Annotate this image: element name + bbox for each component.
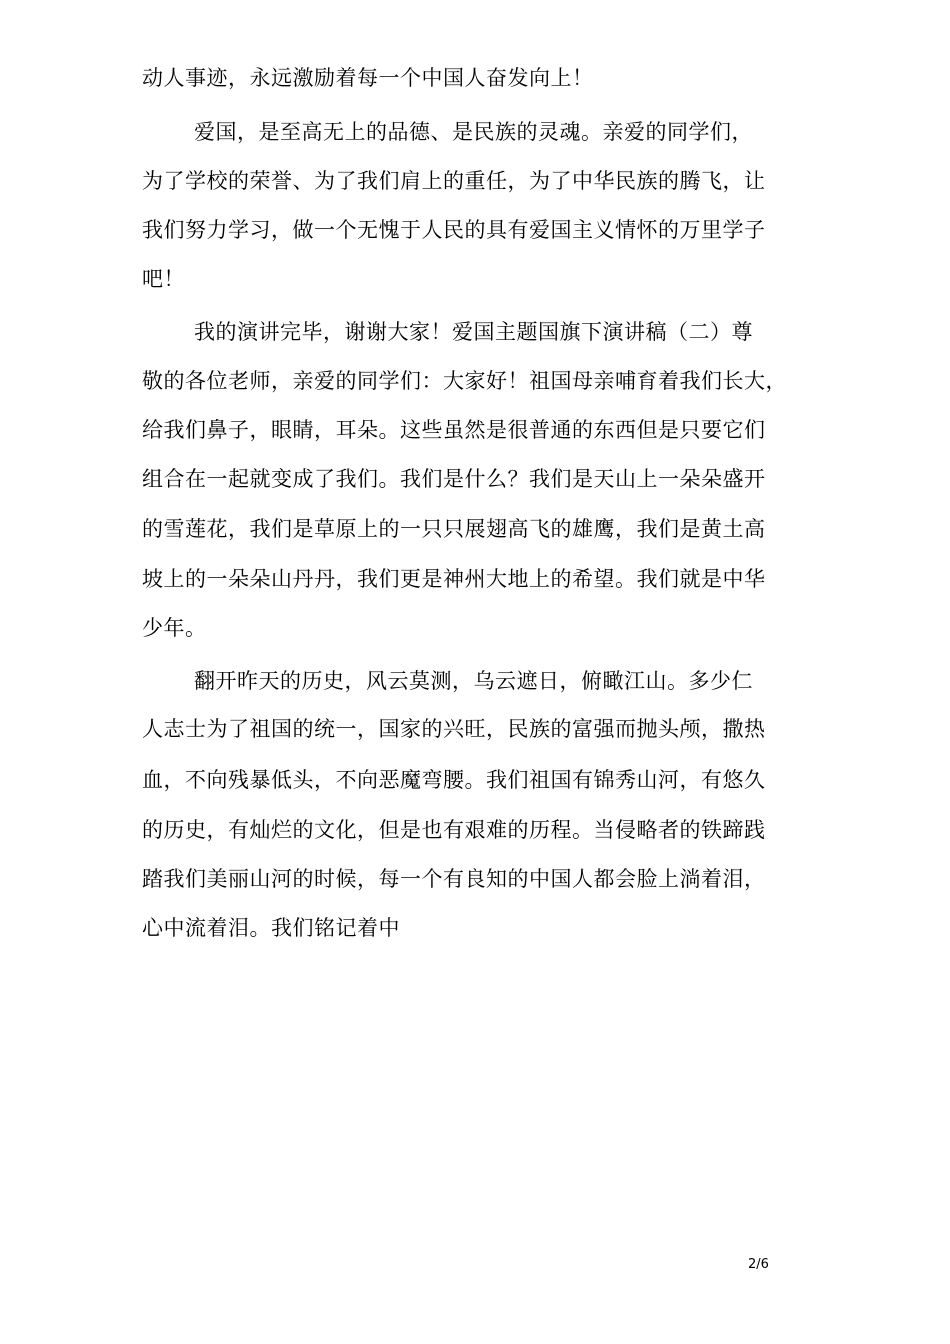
text-line: 为了学校的荣誉、为了我们肩上的重任，为了中华民族的腾飞，让 [142, 169, 766, 193]
text-line: 我的演讲完毕，谢谢大家！爱国主题国旗下演讲稿（二）尊 [194, 320, 753, 344]
page-number: 2/6 [748, 1257, 769, 1272]
text-line: 人志士为了祖国的统一，国家的兴旺，民族的富强而抛头颅，撒热 [142, 717, 766, 741]
text-line: 动人事迹，永远激励着每一个中国人奋发向上！ [142, 66, 594, 90]
text-line: 吧！ [142, 267, 185, 291]
text-line: 组合在一起就变成了我们。我们是什么？我们是天山上一朵朵盛开 [142, 467, 766, 491]
text-line: 血，不向残暴低头，不向恶魔弯腰。我们祖国有锦秀山河，有悠久 [142, 768, 766, 792]
text-line: 敬的各位老师，亲爱的同学们：大家好！祖国母亲哺育着我们长大， [142, 369, 787, 393]
text-line: 的雪莲花，我们是草原上的一只只展翅高飞的雄鹰，我们是黄土高 [142, 517, 766, 541]
text-line: 爱国，是至高无上的品德、是民族的灵魂。亲爱的同学们， [194, 120, 753, 144]
text-line: 给我们鼻子，眼睛，耳朵。这些虽然是很普通的东西但是只要它们 [142, 418, 766, 442]
text-line: 我们努力学习，做一个无愧于人民的具有爱国主义情怀的万里学子 [142, 218, 766, 242]
text-line: 少年。 [142, 616, 207, 640]
text-line: 心中流着泪。我们铭记着中 [142, 916, 400, 940]
text-line: 坡上的一朵朵山丹丹，我们更是神州大地上的希望。我们就是中华 [142, 567, 766, 591]
text-line: 翻开昨天的历史，风云莫测，乌云遮日，俯瞰江山。多少仁 [194, 669, 753, 693]
text-line: 踏我们美丽山河的时候，每一个有良知的中国人都会脸上淌着泪， [142, 867, 766, 891]
text-line: 的历史，有灿烂的文化，但是也有艰难的历程。当侵略者的铁蹄践 [142, 818, 766, 842]
